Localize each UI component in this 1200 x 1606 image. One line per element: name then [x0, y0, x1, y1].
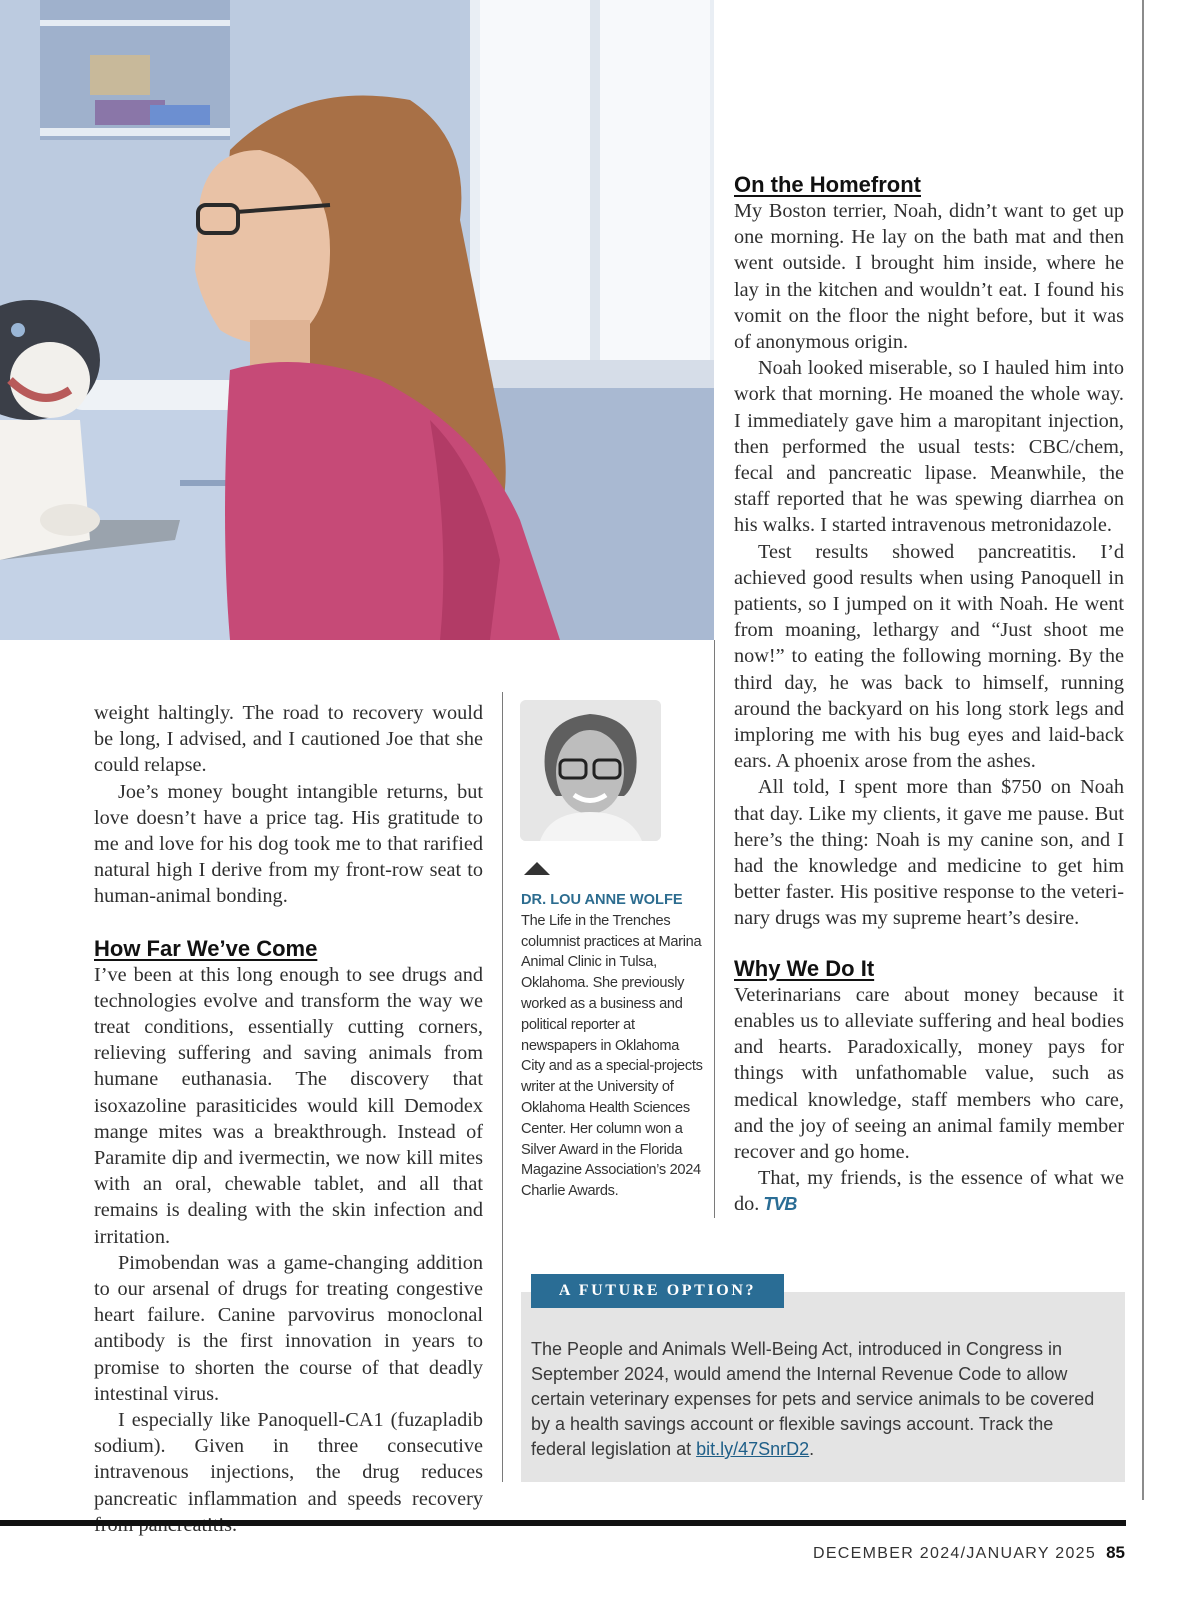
left-column — [94, 700, 483, 1538]
paragraph: I especially like Panoquell-CA1 (fuzapladib sodium). Given in three consecutive intravenous injections, the drug reduces pancreatic inflammation and speeds recovery — [94, 1409, 483, 1510]
paragraph: Veterinarians care about money because it enables us to alleviate suffering and heal bodies and hearts. Paradoxically, money pays for things with unfathomable value, such as medical knowledge, staff members who care, and the joy of seeing an animal family member recover and go home. — [734, 983, 1124, 1163]
veterinarian-with-dog-photo — [0, 0, 714, 640]
paragraph: Pimobendan was a game-changing addition to our arsenal of drugs for treating congestive heart failure. Canine parvovirus monoclonal antibody is the first innovation in years to promise to shorten the course of that deadly intestinal virus. — [94, 1251, 483, 1405]
author-bio-text: The Life in the Trenches columnist practices at Marina Animal Clinic in Tulsa, Oklahoma. She previously worked as a business and political reporter at newspapers in Oklahoma City and as a special-projects writer at the University of Oklahoma Health Sciences Center. Her column won a Silver Award in the Florida Magazine Association’s 2024 Charlie Awards. — [521, 912, 703, 1200]
sidebar-title: A FUTURE OPTION? — [531, 1274, 784, 1308]
sidebar-text-end: . — [809, 1439, 815, 1459]
author-portrait — [520, 700, 661, 841]
paragraph: All told, I spent more than $750 on Noah that day. Like my clients, it gave me pause. But here’s the thing: Noah is my canine son, and I had the knowledge and medicine to get him better faster. His positive response to the veterinary drugs was my supreme heart’s desire. — [734, 776, 1124, 930]
paragraph-closing — [734, 1165, 1124, 1217]
author-bio — [521, 890, 706, 1202]
column-divider — [502, 692, 503, 1482]
paragraph: My Boston terrier, Noah, didn’t want to get up one morning. He lay on the bath mat and then went outside. I brought him inside, where he lay in the kitchen and wouldn’t eat. I found his vomit on the floor the night before, but it was of anonymous origin. — [734, 200, 1124, 354]
paragraph: Noah looked miserable, so I hauled him into work that morning. He moaned the whole way. I immediately gave him a maropitant injection, then performed the usual tests: CBC/chem, fecal and pancreatic lipase. Meanwhile, the staff reported that he was spewing diarrhea on his walks. I started intravenous metronidazole. — [734, 357, 1124, 537]
triangle-up-icon — [524, 862, 550, 875]
section-heading-why: Why We Do It — [734, 955, 875, 981]
footer-rule — [0, 1520, 1126, 1526]
section-heading-homefront: On the Homefront — [734, 172, 921, 197]
folio — [813, 1543, 1125, 1563]
issue-date: DECEMBER 2024/JANUARY 2025 — [812, 1545, 1097, 1562]
tvb-end-mark-icon: TVB — [763, 1194, 797, 1215]
paragraph: weight haltingly. The road to recovery would be long, I advised, and I cautioned Joe that she could relapse. — [94, 702, 483, 777]
paragraph: Test results showed pancreatitis. I’d achieved good results when using Panoquell in patients, so I jumped on it with Noah. He went from moaning, lethargy and “Just shoot me now!” to eating the following morning. By the third day, he was back to himself, running around the backyard on his long stork legs and imploring me with his bug eyes and laid-back ears. A phoenix arose from the ashes. — [734, 540, 1124, 773]
page-edge-rule — [1142, 0, 1144, 1500]
author-name: DR. LOU ANNE WOLFE — [521, 892, 683, 908]
closing-text: That, my friends, is the essence of what we do. — [734, 1167, 1124, 1216]
column-divider — [714, 640, 715, 1218]
paragraph: I’ve been at this long enough to see drugs and technologies evolve and transform the way we treat conditions, essentially cutting corners, relieving suffering and saving animals from humane euthanasia. The discovery that isoxazoline parasiticides would kill Demodex mange mites was a breakthrough. Instead of Paramite dip and ivermectin, we now kill mites with an oral, chewable tablet, and all that remains is dealing with the skin infection and irritation. — [94, 963, 483, 1248]
paragraph: Joe’s money bought intangible returns, but love doesn’t have a price tag. His gratitude to me and love for his dog took me to that rarified natural high I derive from my front-row seat to human-animal bonding. — [94, 780, 483, 908]
sidebar-text: The People and Animals Well-Being Act, introduced in Congress in September 2024, would amend the Internal Revenue Code to allow certain veterinary expenses for pets and service animals to be covered by a health savings account or flexible savings account. Track the federal legislation at — [531, 1339, 1095, 1459]
page-number: 85 — [1106, 1543, 1125, 1562]
right-column — [734, 172, 1124, 1218]
sidebar-body — [531, 1337, 1101, 1462]
legislation-link[interactable]: bit.ly/47SnrD2 — [696, 1439, 810, 1459]
section-heading-how-far: How Far We’ve Come — [94, 935, 318, 961]
